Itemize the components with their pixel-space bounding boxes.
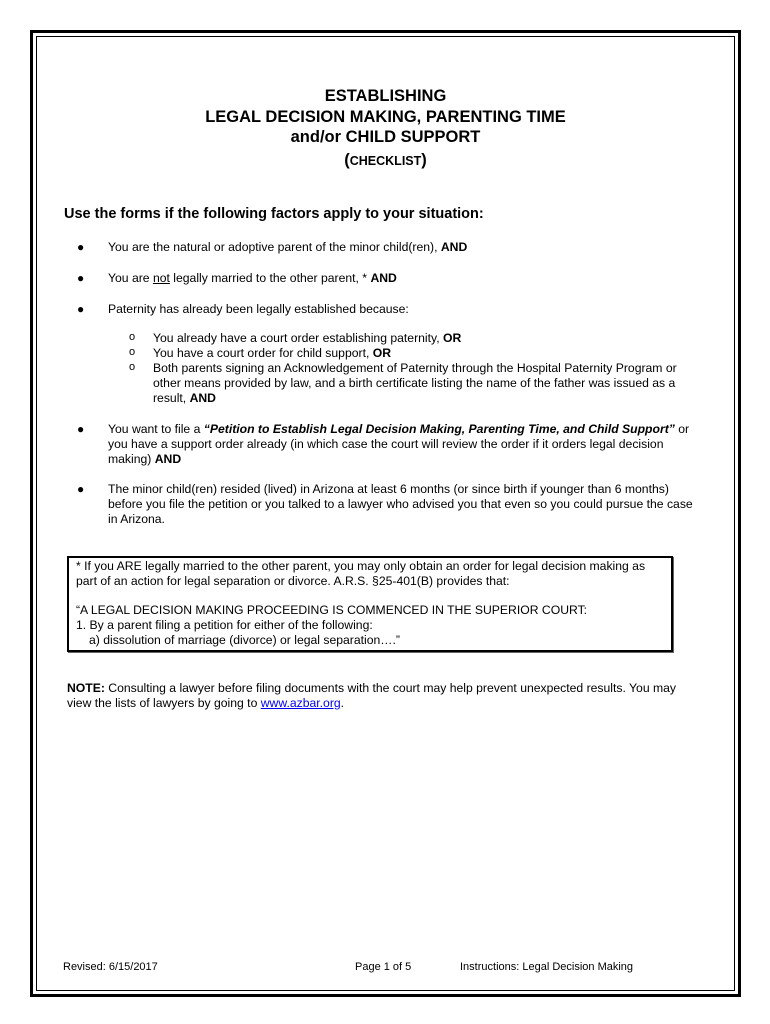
paren-close: ) [421, 151, 427, 169]
title-line-3: and/or CHILD SUPPORT [290, 128, 481, 146]
statute-quote-line: “A LEGAL DECISION MAKING PROCEEDING IS COMMENCED IN THE SUPERIOR COURT: [76, 603, 588, 617]
title-line-1: ESTABLISHING [324, 87, 447, 105]
lawyer-note: NOTE: Consulting a lawyer before filing documents with the court may help prevent unexpected results. You may view the lists of lawyers by going to www.azbar.org. [67, 681, 677, 710]
footer-revised-date: Revised: 6/15/2017 [63, 961, 158, 973]
sub-item-text: Both parents signing an Acknowledgement of Paternity through the Hospital Paternity Program or other means provided by law, and a birth certificate listing the name of the father was issued as a result, AND [153, 361, 677, 405]
bullet-text: Paternity has already been legally established because: [108, 302, 409, 316]
bullet-text: You are not legally married to the other parent, * AND [108, 271, 397, 285]
sub-item-text: You already have a court order establishing paternity, OR [153, 331, 462, 345]
azbar-link[interactable]: www.azbar.org [260, 696, 341, 710]
notice-paragraph: * If you ARE legally married to the other parent, you may only obtain an order for legal decision making as part of an action for legal separation or divorce. A.R.S. §25-401(B) provides that: [76, 559, 646, 588]
petition-title: “Petition to Establish Legal Decision Making, Parenting Time, and Child Support” [203, 422, 675, 436]
footer-document-title: Instructions: Legal Decision Making [460, 961, 634, 973]
statute-item-1a: a) dissolution of marriage (divorce) or legal separation….” [89, 633, 400, 647]
circle-bullet-icon: o [129, 331, 136, 343]
title-line-4 [36, 150, 735, 172]
married-parent-notice-box [67, 556, 673, 652]
section-heading: Use the forms if the following factors apply to your situation: [64, 206, 484, 222]
bullet-icon: ● [77, 271, 85, 285]
checklist-word: CHECKLIST [349, 154, 422, 168]
footer-page-number: Page 1 of 5 [355, 961, 412, 973]
bullet-text: The minor child(ren) resided (lived) in Arizona at least 6 months (or since birth if younger than 6 months) before you file the petition or you talked to a lawyer who advised you that even so you could pursue the case in Arizona. [108, 482, 693, 526]
circle-bullet-icon: o [129, 361, 136, 373]
bullet-icon: ● [77, 240, 85, 254]
bullet-text: You want to file a “Petition to Establish Legal Decision Making, Parenting Time, and Child Support” or you have a support order already (in which case the court will review the order if it orders legal decision making) AND [108, 422, 690, 466]
paren-open: ( [344, 151, 350, 169]
bullet-icon: ● [77, 482, 85, 496]
title-line-2: LEGAL DECISION MAKING, PARENTING TIME [205, 108, 566, 126]
circle-bullet-icon: o [129, 346, 136, 358]
statute-item-1: 1. By a parent filing a petition for either of the following: [76, 618, 373, 632]
sub-item-text: You have a court order for child support, OR [153, 346, 392, 360]
bullet-icon: ● [77, 302, 85, 316]
bullet-text: You are the natural or adoptive parent of the minor child(ren), AND [108, 240, 468, 254]
bullet-icon: ● [77, 422, 85, 436]
